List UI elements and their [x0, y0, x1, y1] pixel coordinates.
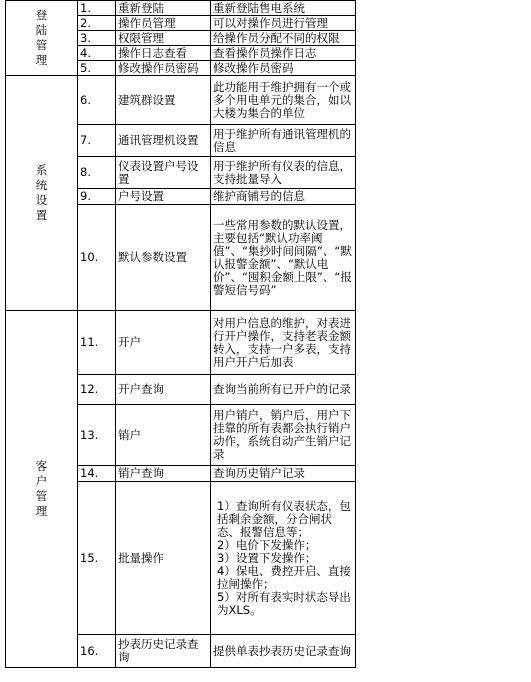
feature-description: 此功能用于维护拥有一个或多个用电单元的集合，如以大楼为集合的单位: [211, 76, 356, 125]
feature-name: 户号设置: [116, 189, 211, 205]
row-number: 6.: [78, 76, 116, 125]
feature-name: 销户查询: [116, 466, 211, 482]
group-cell-login: [6, 1, 78, 76]
feature-description: 提供单表抄表历史记录查询: [211, 635, 356, 668]
feature-description: 可以对操作员进行管理: [211, 16, 356, 31]
feature-description: 查询当前所有已开户的记录: [211, 375, 356, 405]
row-number: 15.: [78, 482, 116, 635]
feature-name: 批量操作: [116, 482, 211, 635]
feature-name: 操作员管理: [116, 16, 211, 31]
feature-name: 修改操作员密码: [116, 61, 211, 76]
feature-name: 操作日志查看: [116, 46, 211, 61]
feature-description: 用户销户，销户后，用户下挂靠的所有表都会执行销户动作，系统自动产生销户记录: [211, 405, 356, 466]
feature-description-list: [211, 482, 356, 635]
row-number: 1.: [78, 1, 116, 16]
feature-description: 用于维护所有通讯管理机的信息: [211, 125, 356, 157]
feature-description: 用于维护所有仪表的信息，支持批量导入: [211, 157, 356, 189]
feature-name: 默认参数设置: [116, 205, 211, 311]
feature-description: 给操作员分配不同的权限: [211, 31, 356, 46]
feature-name: 权限管理: [116, 31, 211, 46]
row-number: 4.: [78, 46, 116, 61]
feature-name: 抄表历史记录查询: [116, 635, 211, 668]
feature-description: 重新登陆售电系统: [211, 1, 356, 16]
table-row: [6, 76, 356, 125]
group-cell-system: [6, 76, 78, 311]
list-item: 1）查询所有仪表状态，包括剩余金额，分合闸状态、报警信息等；: [217, 498, 351, 539]
row-number: 3.: [78, 31, 116, 46]
row-number: 13.: [78, 405, 116, 466]
feature-name: 仪表设置户号设置: [116, 157, 211, 189]
group-name: 客户管理: [35, 459, 48, 518]
feature-name: 开户: [116, 311, 211, 375]
feature-name: 通讯管理机设置: [116, 125, 211, 157]
row-number: 9.: [78, 189, 116, 205]
feature-description: 查看操作员操作日志: [211, 46, 356, 61]
feature-description: 对用户信息的维护，对表进行开户操作，支持老表金额转入，支持一户多表，支持用户开户后加表: [211, 311, 356, 375]
table-row: [6, 1, 356, 16]
list-item: 2）电价下发操作；: [217, 537, 317, 552]
list-item: 4）保电、费控开启、直接拉闸操作；: [217, 563, 351, 591]
table-row: [6, 311, 356, 375]
feature-name: 建筑群设置: [116, 76, 211, 125]
feature-description: 一些常用参数的默认设置，主要包括“默认功率阈值”、“集抄时间间隔”、“默认报警金额”、“默认电价”、“囤积金额上限”、“报警短信号码”: [211, 205, 356, 311]
group-name: 登陆管理: [35, 8, 48, 67]
feature-name: 重新登陆: [116, 1, 211, 16]
row-number: 2.: [78, 16, 116, 31]
row-number: 16.: [78, 635, 116, 668]
group-cell-customer: [6, 311, 78, 668]
feature-description: 维护商铺号的信息: [211, 189, 356, 205]
row-number: 5.: [78, 61, 116, 76]
feature-name: 销户: [116, 405, 211, 466]
row-number: 10.: [78, 205, 116, 311]
list-item: 5）对所有表实时状态导出为XLS。: [217, 589, 351, 617]
group-name: 系统设置: [35, 163, 48, 222]
list-item: 3）设置下发操作；: [217, 550, 317, 565]
row-number: 12.: [78, 375, 116, 405]
feature-description: 修改操作员密码: [211, 61, 356, 76]
feature-name: 开户查询: [116, 375, 211, 405]
feature-description: 查询历史销户记录: [211, 466, 356, 482]
function-table: [5, 0, 356, 668]
row-number: 14.: [78, 466, 116, 482]
row-number: 7.: [78, 125, 116, 157]
row-number: 8.: [78, 157, 116, 189]
row-number: 11.: [78, 311, 116, 375]
